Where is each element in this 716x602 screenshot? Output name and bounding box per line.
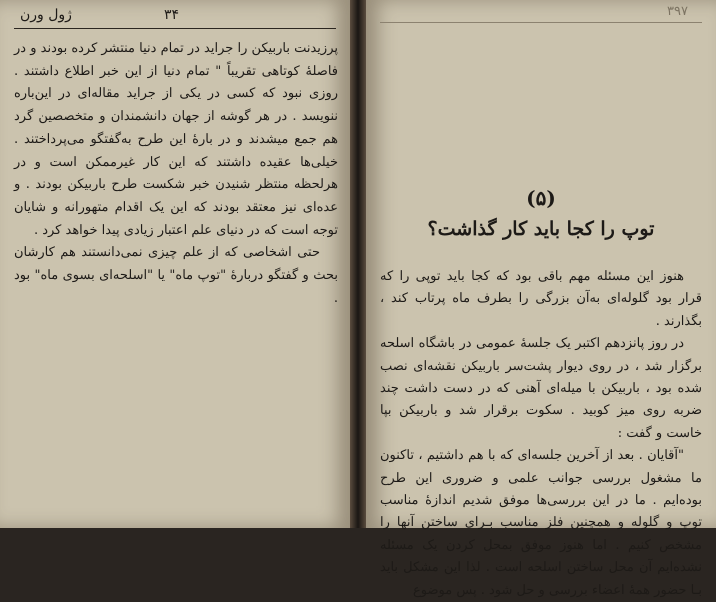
- chapter-number: (۵): [526, 186, 556, 210]
- left-page-header: [14, 6, 336, 29]
- right-page-header-rule: [380, 22, 702, 23]
- left-paragraph-2: حتی اشخاصی که از علم چیزی نمی‌دانستند هم کارشان بحث و گفتگو دربارهٔ "توپ ماه" یا "اسلحه‌ای بسوی ماه" بود .: [14, 245, 338, 306]
- chapter-body: [380, 266, 702, 602]
- left-paragraph-1: پرزیدنت باربیکن را جراید در تمام دنیا منتشر کرده بودند و در فاصلهٔ کوتاهی تقریباً " تمام دنیا از این خبر اطلاع داشتند . روزی نبود که کسی در یکی از جراید مقاله‌ای در این‌باره ننویسد . در هر گوشه از جهان دانشمندان و متخصصین گرد هم جمع میشدند و در بارهٔ این طرح به‌گفتگو می‌پرداختند . خیلی‌ها عقیده داشتند که این کار غیرممکن است و در هرلحظه منتظر شنیدن خبر شکست طرح باربیکن بودند . و عده‌ای نیز معتقد بودند که این یک اقدام متهورانه و شایان توجه است که در دنیای علم اعتبار زیادی پیدا خواهد کرد .: [14, 41, 338, 238]
- left-page: [0, 0, 350, 528]
- chapter-title: توپ را کجا باید کار گذاشت؟: [427, 218, 655, 240]
- left-page-number: ۳۴: [164, 7, 180, 23]
- chapter-paragraph-2: در روز پانزدهم اکتبر یک جلسهٔ عمومی در باشگاه اسلحه برگزار شد ، در روی دیوار پشت‌سر باربیکن نقشه‌ای نصب شده بود ، باربیکن با میله‌ای آهنی که در دست داشت چند ضربه روی میز کوبید . سکوت برقرار شد و باربیکن بپا خاست و گفت :: [380, 336, 702, 441]
- chapter-paragraph-1: هنوز این مسئله مهم باقی بود که کجا باید توپی را که قرار بود گلوله‌ای به‌آن بزرگی را بطرف ماه پرتاب کند ، بگذارند .: [380, 269, 702, 329]
- chapter-paragraph-3: "آقایان . بعد از آخرین جلسه‌ای که با هم داشتیم ، تاکنون ما مشغول بررسی جوانب علمی و ضروری این طرح بوده‌ایم . ما در این بررسی‌ها موفق شدیم اندازهٔ مناسب توپ و گلوله و همچنین فلز مناسب بـرای ساختن آنها را مشخص کنیم . اما هنوز موفق بمحل کردن یک مسئله نشده‌ایم آن محل ساختن اسلحه است . لذا این مشکل باید بـا حضور همهٔ اعضاء بررسی و حل شود . پس موضوع: [380, 448, 702, 598]
- right-page-number: ۳۹۷: [667, 4, 688, 19]
- running-title: ژول ورن: [20, 7, 72, 23]
- right-page: [366, 0, 716, 598]
- left-page-body: [14, 38, 338, 310]
- book-gutter: [350, 0, 366, 528]
